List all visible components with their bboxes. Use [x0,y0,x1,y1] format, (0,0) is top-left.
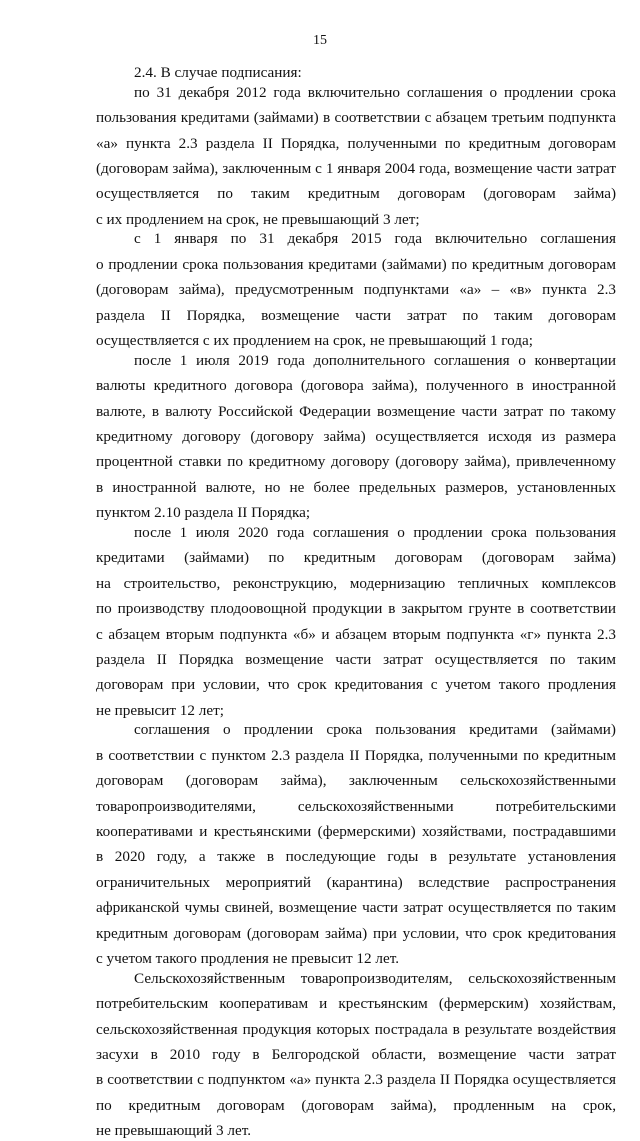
text-line: о продлении срока пользования кредитами (займами) по кредитным договорам [96,255,616,273]
paragraph-3 [96,351,616,523]
text-line: в 2020 году, а также в последующие годы в результате установления [96,848,616,866]
paragraph-6 [96,969,616,1141]
text-line: (договорам займа), заключенным с 1 января 2004 года, возмещение части затрат [96,159,616,177]
text-line: осуществляется по таким кредитным договорам (договорам займа) [96,185,616,203]
text-line: валюте, в валюту Российской Федерации возмещение части затрат по такому [96,402,616,420]
page-number: 15 [313,33,327,48]
text-line: валюты кредитного договора (договора займа), полученного в иностранной [96,377,616,395]
text-line: с учетом такого продления не превысит 12 лет. [96,950,400,968]
text-line: на строительство, реконструкцию, модернизацию тепличных комплексов [96,574,616,592]
text-line: товаропроизводителями, сельскохозяйственными потребительскими [96,797,616,815]
text-line: кооперативами и крестьянскими (фермерскими) хозяйствами, пострадавшими [96,823,616,841]
text-line: с абзацем вторым подпункта «б» и абзацем вторым подпункта «г» пункта 2.3 [96,625,616,643]
text-line: после 1 июля 2019 года дополнительного соглашения о конвертации [134,351,616,369]
text-line: по кредитным договорам (договорам займа), продленным на срок, [96,1096,616,1114]
text-line: с 1 января по 31 декабря 2015 года включительно соглашения [134,230,616,248]
text-line: Сельскохозяйственным товаропроизводителям, сельскохозяйственным [134,969,616,987]
text-line: в соответствии с подпунктом «а» пункта 2.3 раздела II Порядка осуществляется [96,1071,616,1089]
text-line: сельскохозяйственная продукция которых пострадала в результате воздействия [96,1020,616,1038]
text-line: договорам (договорам займа), заключенным сельскохозяйственными [96,772,616,790]
text-line: засухи в 2010 году в Белгородской области, возмещение части затрат [96,1046,616,1064]
text-line: в иностранной валюте, но не более предельных размеров, установленных [96,478,616,496]
text-line: осуществляется с их продлением на срок, не превышающий 1 года; [96,332,533,350]
text-line: соглашения о продлении срока пользования кредитами (займами) [134,721,616,739]
text-line: договорам при условии, что срок кредитования с учетом такого продления [96,676,616,694]
text-line: процентной ставки по кредитному договору (договору займа), привлеченному [96,453,616,471]
text-line: пользования кредитами (займами) в соответствии с абзацем третьим подпункта [96,109,616,127]
text-line: раздела II Порядка, возмещение части затрат по таким договорам [96,306,616,324]
paragraph-1 [96,83,616,230]
paragraph-5 [96,720,616,968]
document-body [96,63,616,1141]
text-line: после 1 июля 2020 года соглашения о продлении срока пользования [134,523,616,541]
text-line: с их продлением на срок, не превышающий 3 лет; [96,210,420,228]
text-line: не превышающий 3 лет. [96,1122,252,1140]
text-line: (договорам займа), предусмотренным подпунктами «а» – «в» пункта 2.3 [96,281,616,299]
text-line: «а» пункта 2.3 раздела II Порядка, полученными по кредитным договорам [96,134,616,152]
text-line: пунктом 2.10 раздела II Порядка; [96,504,311,522]
text-line: по производству плодоовощной продукции в закрытом грунте в соответствии [96,600,616,618]
text-line: африканской чумы свиней, возмещение части затрат осуществляется по таким [96,899,616,917]
text-line: в соответствии с пунктом 2.3 раздела II Порядка, полученными по кредитным [96,746,616,764]
text-line: кредитному договору (договору займа) осуществляется исходя из размера [96,427,616,445]
text-line: не превысит 12 лет; [96,701,224,719]
paragraph-2 [96,229,616,350]
text-line: кредитным договорам (договорам займа) при условии, что срок кредитования [96,924,616,942]
text-line: потребительским кооперативам и крестьянским (фермерским) хозяйствам, [96,995,616,1013]
text-line: по 31 декабря 2012 года включительно соглашения о продлении срока [134,83,616,101]
text-line: раздела II Порядка возмещение части затрат осуществляется по таким [96,650,616,668]
text-line: ограничительных мероприятий (карантина) вследствие распространения [96,873,616,891]
section-heading: 2.4. В случае подписания: [134,64,302,81]
paragraph-4 [96,523,616,721]
text-line: кредитами (займами) по кредитным договорам (договорам займа) [96,549,616,567]
